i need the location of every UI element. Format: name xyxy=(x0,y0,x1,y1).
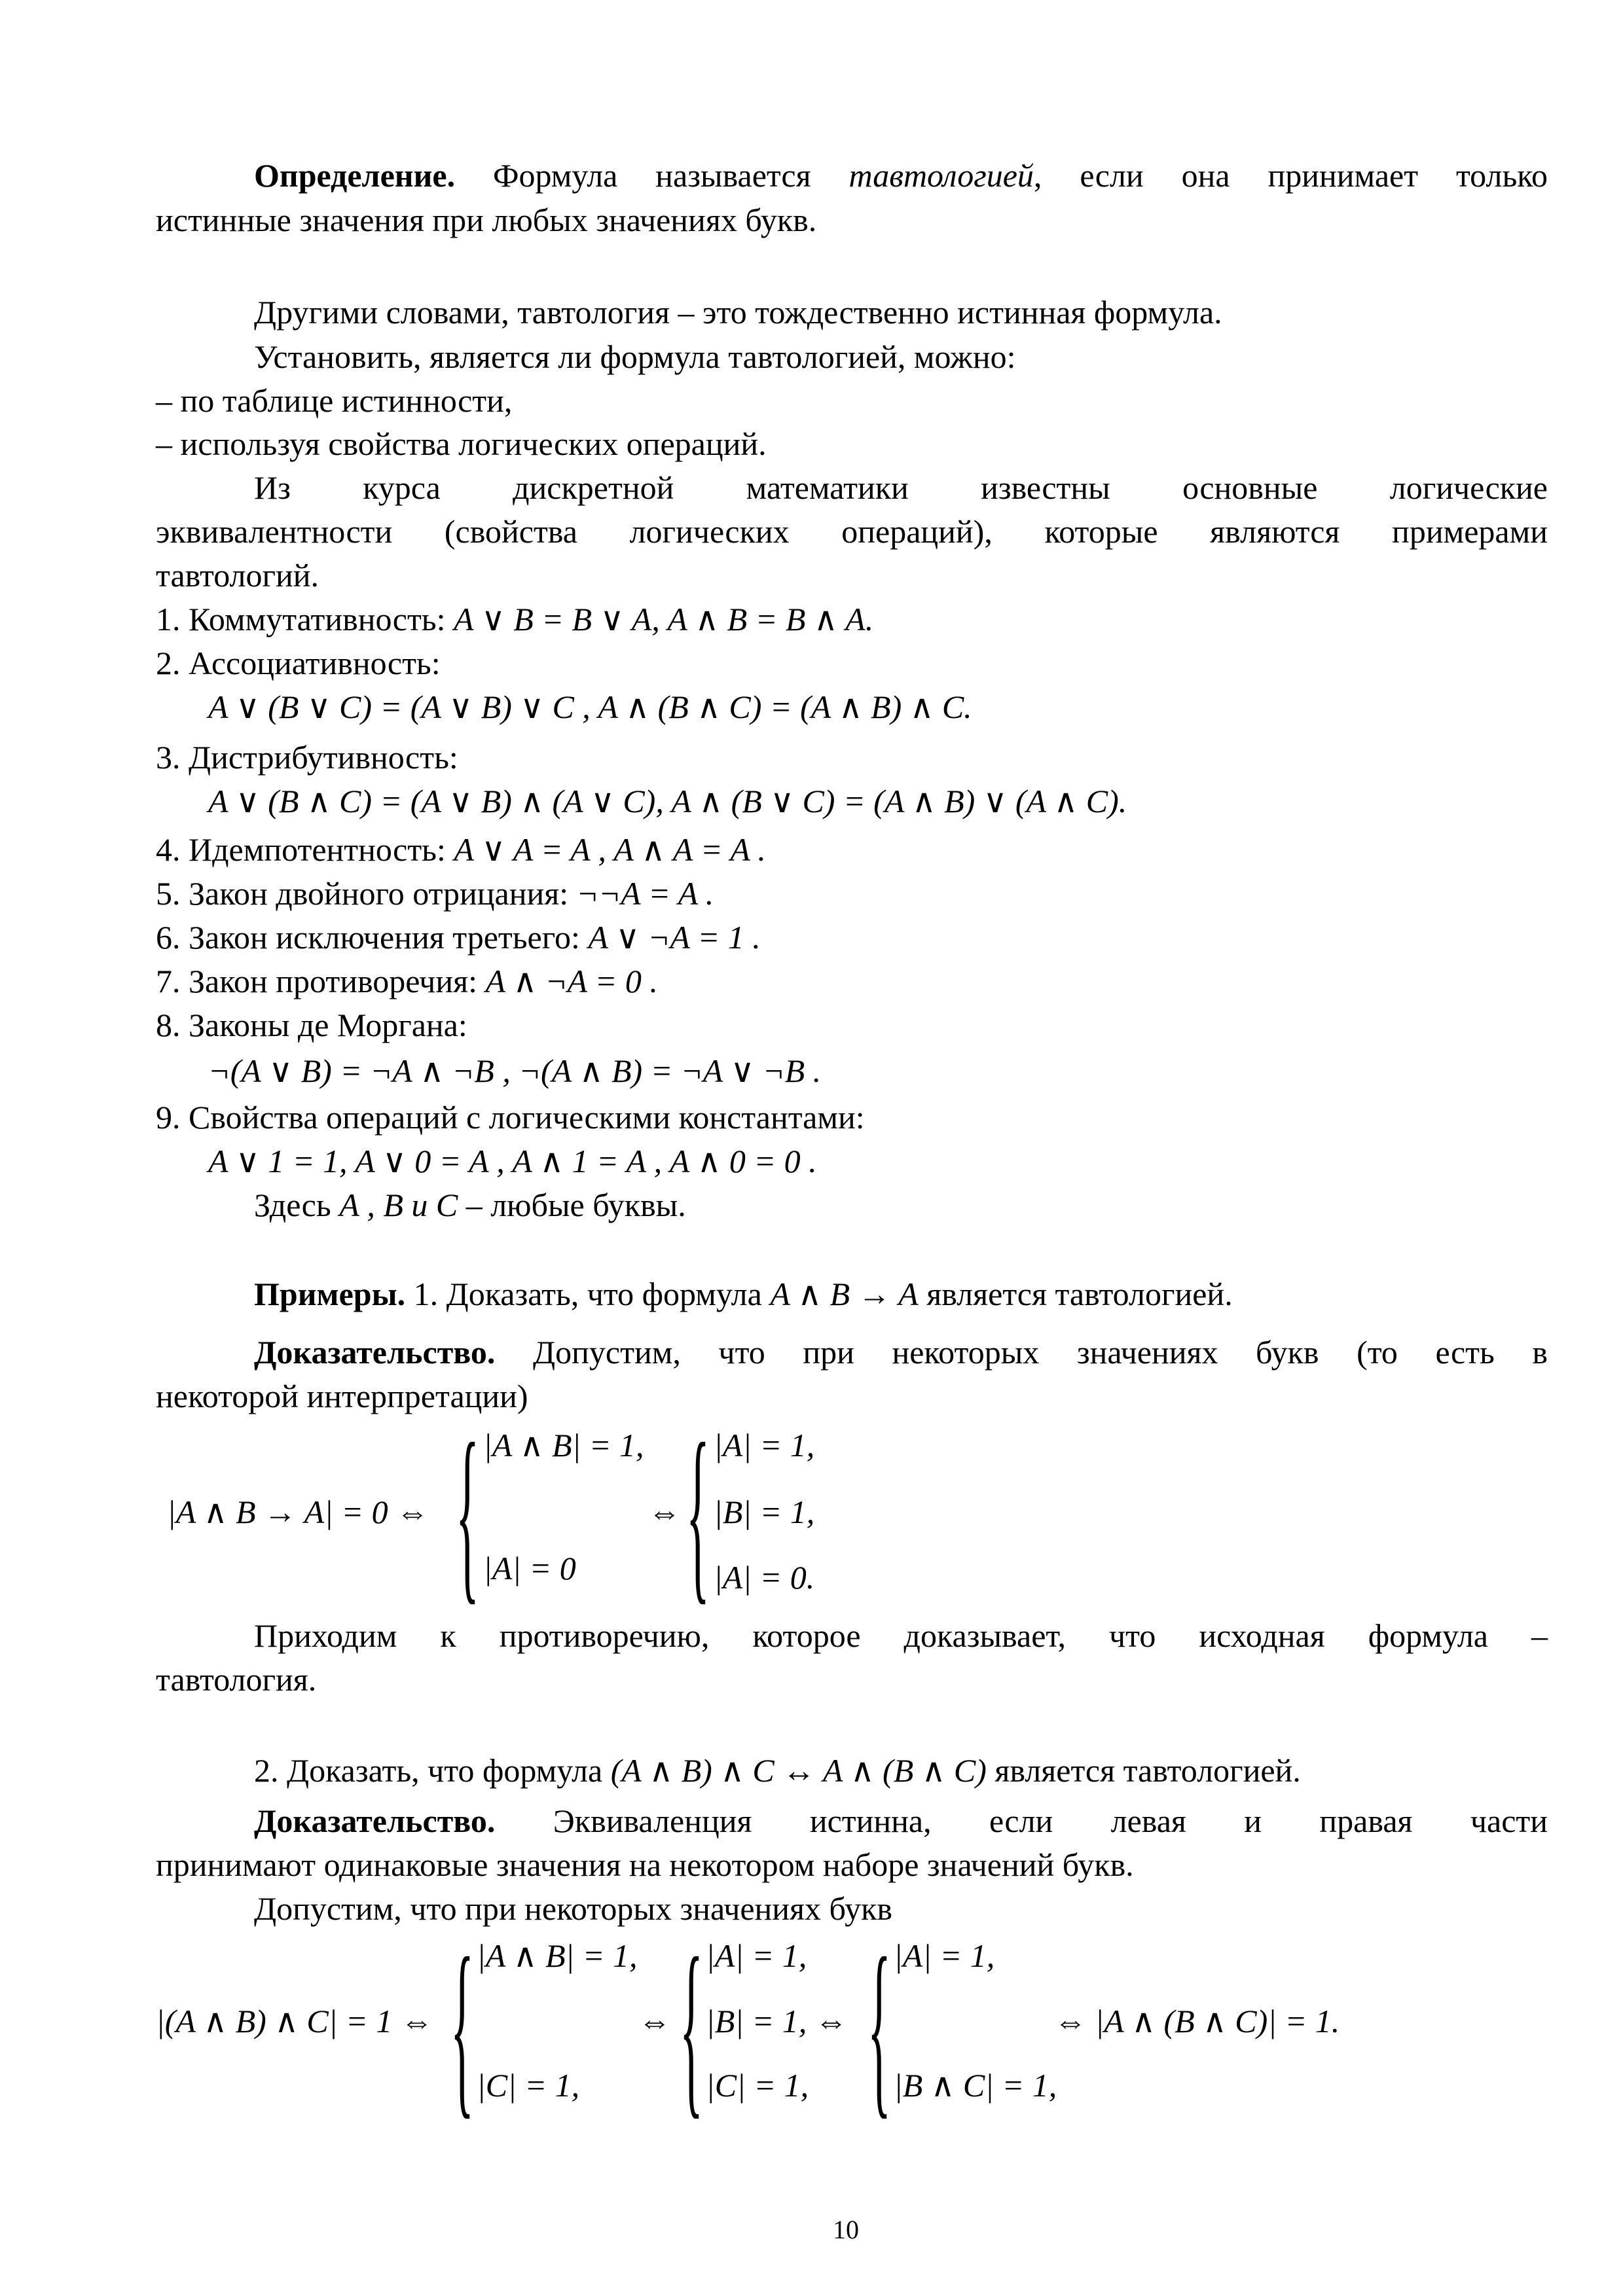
law-2-formula: A ∨ (B ∨ C) = (A ∨ B) ∨ C , A ∧ (B ∧ C) = (A ∧ B) ∧ C. xyxy=(208,689,972,725)
page-number: 10 xyxy=(833,2215,859,2244)
proof-label: Доказательство. xyxy=(254,1803,496,1839)
law-formula: A ∨ A = A , A ∧ A = A . xyxy=(454,831,766,868)
law-7 xyxy=(156,961,658,1001)
law-4 xyxy=(156,830,766,869)
intro-line-2: Установить, является ли формула тавтологией, можно: xyxy=(254,338,1016,375)
example-1-sys2-row-1: |A| = 1, xyxy=(714,1427,815,1463)
example-1-proof-line-2: некоторой интерпретации) xyxy=(156,1378,528,1414)
letters-note-suffix: – любые буквы. xyxy=(465,1187,686,1223)
law-label: 1. Коммутативность: xyxy=(156,601,446,637)
intro-para-line-3: тавтологий. xyxy=(156,557,319,594)
example-1-sys1-row-1: |A ∧ B| = 1, xyxy=(483,1427,644,1463)
law-9-formula: A ∨ 1 = 1, A ∨ 0 = A , A ∧ 1 = A , A ∧ 0 = 0 . xyxy=(208,1143,817,1179)
example-2-text: 2. Доказать, что формула xyxy=(254,1752,603,1789)
example-1-proof-line-1 xyxy=(254,1333,1548,1372)
example-2-proof-line-2: принимают одинаковые значения на некотором наборе значений букв. xyxy=(156,1846,1134,1883)
intro-line-1: Другими словами, тавтология – это тождественно истинная формула. xyxy=(254,294,1222,331)
left-brace: { xyxy=(867,1918,891,2135)
law-8-formula: ¬(A ∨ B) = ¬A ∧ ¬B , ¬(A ∧ B) = ¬A ∨ ¬B . xyxy=(208,1052,822,1089)
example-1-equiv-arrow: ⇔ xyxy=(648,1494,681,1530)
definition-line-1 xyxy=(254,156,1548,195)
example-2-proof-line-1 xyxy=(254,1801,1548,1840)
example-2-sys2-row-1: |A| = 1, xyxy=(706,1937,807,1974)
left-brace: { xyxy=(686,1403,710,1621)
definition-label: Определение. xyxy=(254,157,456,194)
law-9-label: 9. Свойства операций с логическими константами: xyxy=(156,1099,865,1136)
law-label: 6. Закон исключения третьего: xyxy=(156,919,580,956)
example-2-sys1-row-2: |C| = 1, xyxy=(477,2067,580,2104)
example-2-equiv-arrow-2: ⇔ xyxy=(814,2003,848,2039)
example-2-sys3-row-2: |B ∧ C| = 1, xyxy=(894,2067,1057,2104)
example-1-lhs: |A ∧ B → A| = 0 ⇔ xyxy=(167,1494,429,1530)
intro-para-line-2: эквивалентности (свойства логических операций), которые являются примерами xyxy=(156,513,1548,550)
letters-note-prefix: Здесь xyxy=(254,1187,331,1223)
example-1-text-after: является тавтологией. xyxy=(926,1276,1233,1312)
left-brace: { xyxy=(456,1403,479,1621)
law-2-label: 2. Ассоциативность: xyxy=(156,645,441,681)
law-formula: A ∨ B = B ∨ A, A ∧ B = B ∧ A. xyxy=(454,601,874,637)
law-3-formula: A ∨ (B ∧ C) = (A ∨ B) ∧ (A ∨ C), A ∧ (B ∨ C) = (A ∧ B) ∨ (A ∧ C). xyxy=(208,783,1127,819)
intro-bullet-1: – по таблице истинности, xyxy=(156,382,513,419)
left-brace: { xyxy=(450,1918,474,2135)
law-formula: A ∧ ¬A = 0 . xyxy=(485,963,658,999)
example-2-sys1-row-1: |A ∧ B| = 1, xyxy=(477,1937,638,1974)
left-brace: { xyxy=(680,1918,703,2135)
proof-label: Доказательство. xyxy=(254,1334,496,1371)
example-2-proof-line-3: Допустим, что при некоторых значениях букв xyxy=(254,1890,892,1927)
law-1 xyxy=(156,600,873,639)
example-2-formula: (A ∧ B) ∧ C ↔ A ∧ (B ∧ C) xyxy=(610,1752,987,1789)
example-2-equiv-arrow: ⇔ xyxy=(638,2003,671,2039)
example-1-sys1-row-2: |A| = 0 xyxy=(483,1550,576,1587)
law-label: 5. Закон двойного отрицания: xyxy=(156,875,569,912)
example-1-sys2-row-3: |A| = 0. xyxy=(714,1559,815,1596)
example-1-conclusion-line-1: Приходим к противоречию, которое доказывает, что исходная формула – xyxy=(254,1617,1548,1654)
law-6 xyxy=(156,918,761,957)
law-formula: A ∨ ¬A = 1 . xyxy=(588,919,761,956)
example-2-sys2-row-2-text: |B| = 1, xyxy=(706,2003,807,2039)
law-8-label: 8. Законы де Моргана: xyxy=(156,1007,467,1043)
example-2-sys2-row-2 xyxy=(706,2001,848,2041)
example-2-text-after: является тавтологией. xyxy=(994,1752,1301,1789)
example-2-sys3-row-1: |A| = 1, xyxy=(894,1937,995,1974)
law-label: 7. Закон противоречия: xyxy=(156,963,477,999)
example-1-sys2-row-2: |B| = 1, xyxy=(714,1494,815,1530)
definition-text: Формула называется xyxy=(493,157,811,194)
example-2-rhs: ⇔ |A ∧ (B ∧ C)| = 1. xyxy=(1054,2003,1340,2039)
intro-bullet-2: – используя свойства логических операций. xyxy=(156,425,767,462)
law-formula: ¬¬A = A . xyxy=(576,875,714,912)
example-2-lhs: |(A ∧ B) ∧ C| = 1 ⇔ xyxy=(156,2003,433,2039)
letters-note-letters: A , B и C xyxy=(339,1187,458,1223)
example-1-statement xyxy=(254,1274,1233,1314)
example-1-text: 1. Доказать, что формула xyxy=(413,1276,762,1312)
example-1-conclusion-line-2: тавтология. xyxy=(156,1661,317,1698)
definition-term: тавтологией xyxy=(848,157,1034,194)
examples-label: Примеры. xyxy=(254,1276,406,1312)
law-label: 4. Идемпотентность: xyxy=(156,831,446,868)
definition-line-2: истинные значения при любых значениях букв. xyxy=(156,202,817,238)
letters-note xyxy=(254,1185,686,1225)
intro-para-line-1: Из курса дискретной математики известны основные логические xyxy=(254,469,1548,506)
example-2-sys2-row-3: |C| = 1, xyxy=(706,2067,809,2104)
law-3-label: 3. Дистрибутивность: xyxy=(156,739,458,776)
definition-text-after: , если она принимает только xyxy=(1033,157,1548,194)
example-1-formula: A ∧ B → A xyxy=(770,1276,919,1312)
proof-text: Эквиваленция истинна, если левая и правая части xyxy=(553,1803,1548,1839)
law-5 xyxy=(156,874,714,913)
example-2-statement xyxy=(254,1751,1301,1790)
proof-text: Допустим, что при некоторых значениях букв (то есть в xyxy=(533,1334,1548,1371)
